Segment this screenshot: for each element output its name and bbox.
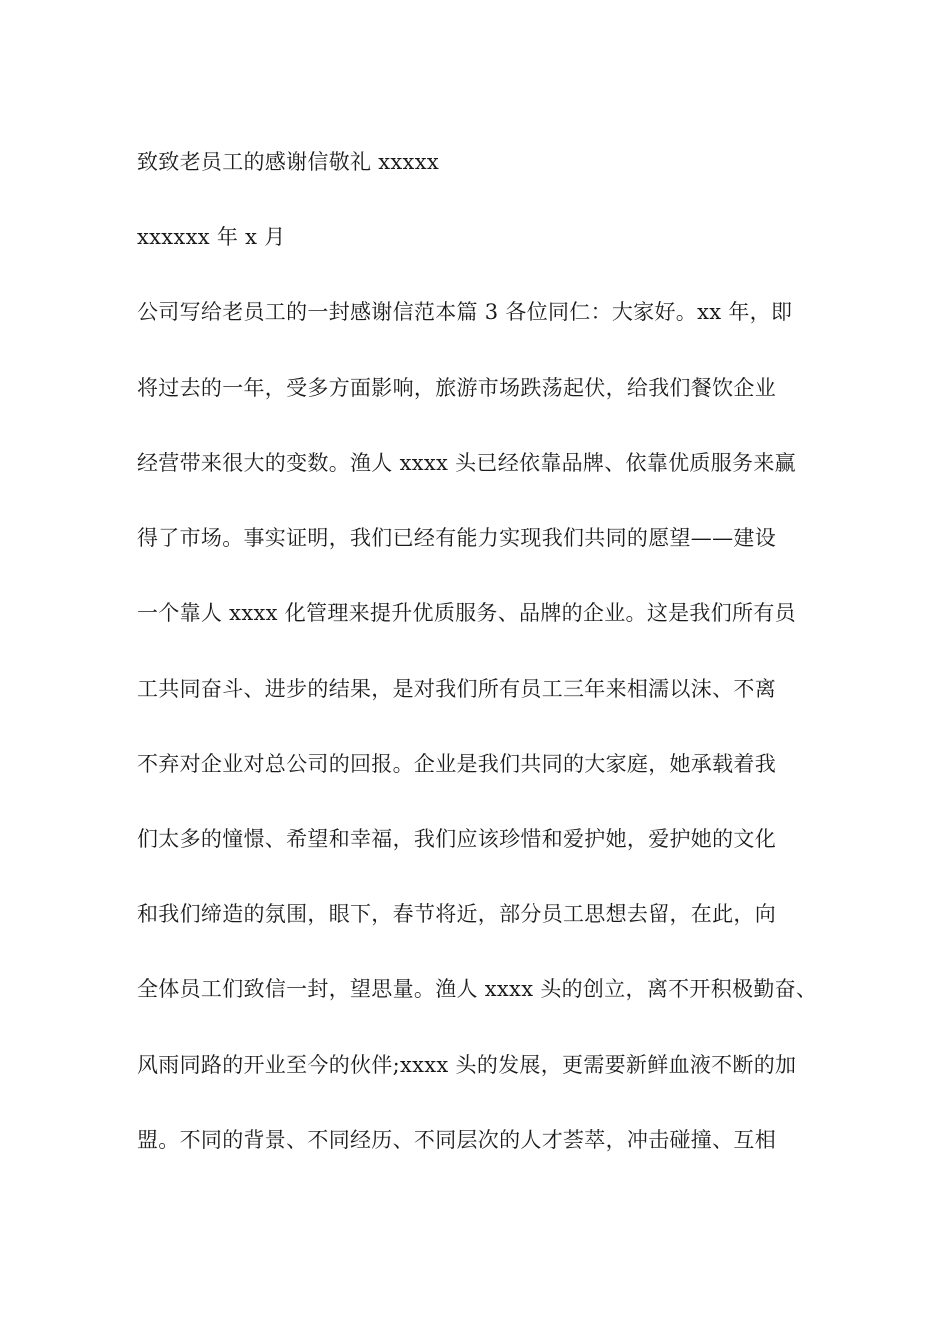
body-line-1: 公司写给老员工的一封感谢信范本篇 3 各位同仁：大家好。xx 年，即 — [137, 300, 793, 324]
body-line-4: 得了市场。事实证明，我们已经有能力实现我们共同的愿望——建设 — [137, 526, 776, 550]
letter-date: xxxxxx 年 x 月 — [137, 225, 286, 249]
body-line-6: 工共同奋斗、进步的结果，是对我们所有员工三年来相濡以沫、不离 — [137, 677, 776, 701]
body-line-2: 将过去的一年，受多方面影响，旅游市场跌荡起伏，给我们餐饮企业 — [137, 376, 776, 400]
body-line-3: 经营带来很大的变数。渔人 xxxx 头已经依靠品牌、依靠优质服务来赢 — [137, 451, 796, 475]
body-line-7: 不弃对企业对总公司的回报。企业是我们共同的大家庭，她承载着我 — [137, 752, 776, 776]
body-line-5: 一个靠人 xxxx 化管理来提升优质服务、品牌的企业。这是我们所有员 — [137, 601, 796, 625]
body-line-9: 和我们缔造的氛围，眼下，春节将近，部分员工思想去留，在此，向 — [137, 902, 776, 926]
body-line-11: 风雨同路的开业至今的伙伴;xxxx 头的发展，更需要新鲜血液不断的加 — [137, 1053, 797, 1077]
body-line-8: 们太多的憧憬、希望和幸福，我们应该珍惜和爱护她，爱护她的文化 — [137, 827, 776, 851]
body-line-10: 全体员工们致信一封，望思量。渔人 xxxx 头的创立，离不开积极勤奋、 — [137, 977, 818, 1001]
body-line-12: 盟。不同的背景、不同经历、不同层次的人才荟萃，冲击碰撞、互相 — [137, 1128, 776, 1152]
letter-title: 致致老员工的感谢信敬礼 xxxxx — [137, 150, 439, 174]
